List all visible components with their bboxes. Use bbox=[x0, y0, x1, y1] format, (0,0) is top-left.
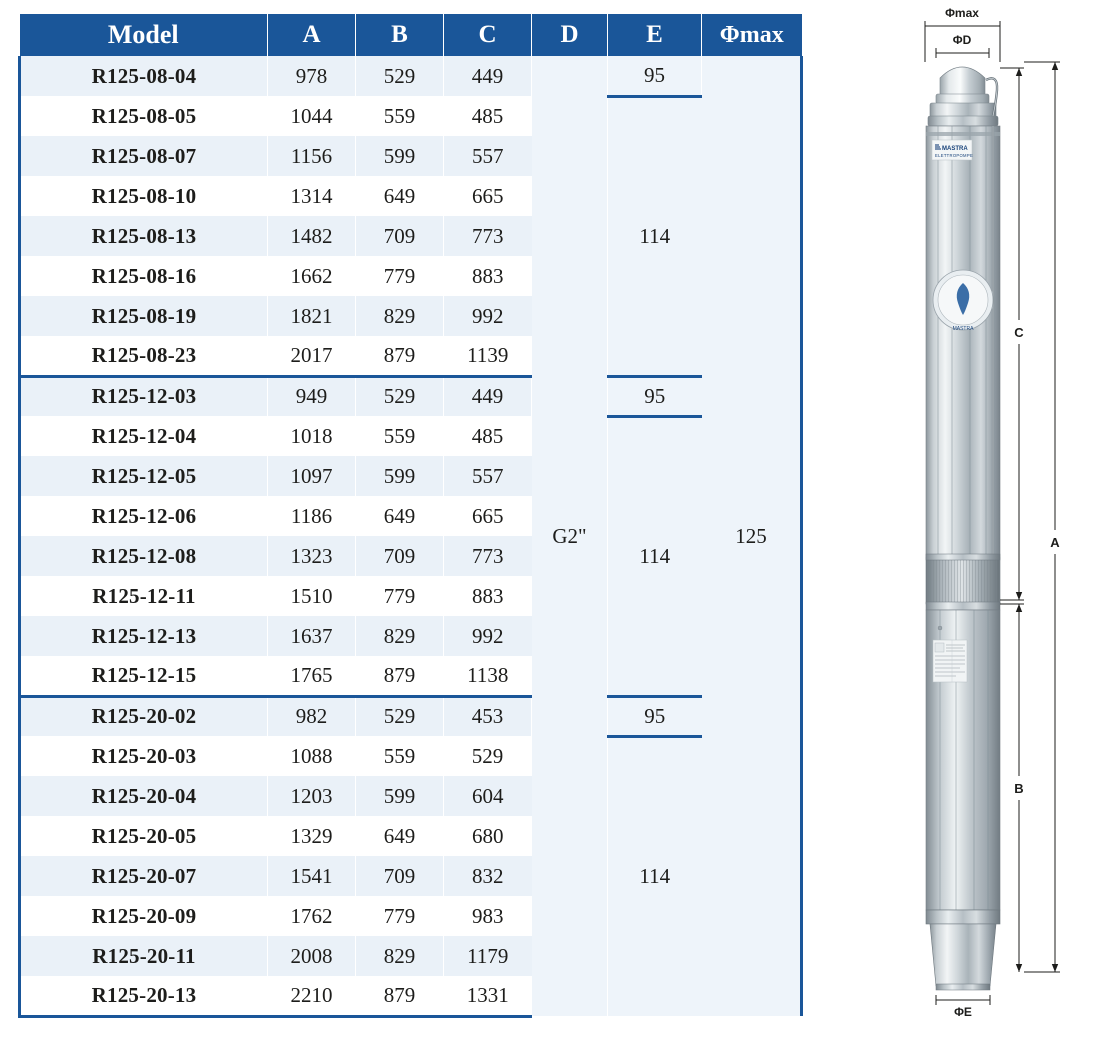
cell-e-merged: 114 bbox=[608, 736, 702, 1016]
motor-nameplate bbox=[933, 640, 967, 682]
cell-d-merged: G2" bbox=[532, 56, 608, 1016]
cell-model: R125-08-10 bbox=[20, 176, 268, 216]
cell-c: 604 bbox=[444, 776, 532, 816]
cell-model: R125-08-07 bbox=[20, 136, 268, 176]
cell-c: 773 bbox=[444, 216, 532, 256]
cell-model: R125-12-04 bbox=[20, 416, 268, 456]
dimensions-table-container bbox=[18, 14, 800, 1018]
cell-e-merged: 95 bbox=[608, 56, 702, 96]
cell-e-merged: 114 bbox=[608, 416, 702, 696]
column-header-a: A bbox=[268, 14, 356, 56]
cell-model: R125-20-11 bbox=[20, 936, 268, 976]
cell-model: R125-08-13 bbox=[20, 216, 268, 256]
cell-b: 829 bbox=[356, 296, 444, 336]
cell-model: R125-12-05 bbox=[20, 456, 268, 496]
cell-b: 559 bbox=[356, 96, 444, 136]
pump-suction-screen bbox=[926, 554, 1000, 610]
pump-discharge-head bbox=[928, 67, 998, 126]
cell-a: 2008 bbox=[268, 936, 356, 976]
cell-c: 1138 bbox=[444, 656, 532, 696]
cell-model: R125-12-03 bbox=[20, 376, 268, 416]
cell-a: 1156 bbox=[268, 136, 356, 176]
cell-model: R125-20-09 bbox=[20, 896, 268, 936]
cell-b: 829 bbox=[356, 936, 444, 976]
cell-b: 559 bbox=[356, 736, 444, 776]
pump-stage-casing bbox=[926, 126, 1000, 560]
brand-label bbox=[932, 140, 973, 160]
cell-b: 709 bbox=[356, 216, 444, 256]
cell-b: 599 bbox=[356, 456, 444, 496]
cell-a: 1186 bbox=[268, 496, 356, 536]
cell-a: 982 bbox=[268, 696, 356, 736]
table-row bbox=[20, 736, 802, 776]
cell-b: 599 bbox=[356, 776, 444, 816]
cell-b: 559 bbox=[356, 416, 444, 456]
cell-a: 1482 bbox=[268, 216, 356, 256]
cell-c: 983 bbox=[444, 896, 532, 936]
column-header-model: Model bbox=[20, 14, 268, 56]
dimension-b bbox=[1000, 604, 1028, 972]
dimension-phi-e-label: ΦE bbox=[954, 1005, 972, 1019]
cell-b: 879 bbox=[356, 976, 444, 1016]
cell-b: 779 bbox=[356, 256, 444, 296]
column-header-e: E bbox=[608, 14, 702, 56]
cell-c: 1331 bbox=[444, 976, 532, 1016]
dimension-a-label: A bbox=[1050, 535, 1060, 550]
cell-a: 1088 bbox=[268, 736, 356, 776]
cell-e-merged: 114 bbox=[608, 96, 702, 376]
column-header-phimax: Φmax bbox=[702, 14, 802, 56]
cell-model: R125-08-23 bbox=[20, 336, 268, 376]
dimension-c bbox=[1000, 68, 1028, 600]
column-header-b: B bbox=[356, 14, 444, 56]
cell-c: 832 bbox=[444, 856, 532, 896]
dimension-b-label: B bbox=[1014, 781, 1024, 796]
cell-a: 1044 bbox=[268, 96, 356, 136]
cell-phimax-merged: 125 bbox=[702, 56, 802, 1016]
cell-model: R125-20-02 bbox=[20, 696, 268, 736]
cell-b: 709 bbox=[356, 856, 444, 896]
table-row bbox=[20, 696, 802, 736]
cell-a: 1323 bbox=[268, 536, 356, 576]
cell-a: 978 bbox=[268, 56, 356, 96]
cell-a: 1762 bbox=[268, 896, 356, 936]
table-head bbox=[20, 14, 802, 56]
table-row bbox=[20, 416, 802, 456]
cell-c: 992 bbox=[444, 616, 532, 656]
cell-c: 992 bbox=[444, 296, 532, 336]
cell-b: 779 bbox=[356, 896, 444, 936]
cell-c: 453 bbox=[444, 696, 532, 736]
cell-c: 680 bbox=[444, 816, 532, 856]
table-row bbox=[20, 96, 802, 136]
cell-c: 883 bbox=[444, 256, 532, 296]
cell-c: 557 bbox=[444, 456, 532, 496]
cell-a: 1329 bbox=[268, 816, 356, 856]
cell-a: 2017 bbox=[268, 336, 356, 376]
cell-b: 879 bbox=[356, 336, 444, 376]
cell-c: 665 bbox=[444, 176, 532, 216]
cell-a: 1637 bbox=[268, 616, 356, 656]
cell-b: 779 bbox=[356, 576, 444, 616]
cell-b: 879 bbox=[356, 656, 444, 696]
cell-c: 449 bbox=[444, 56, 532, 96]
cell-model: R125-08-19 bbox=[20, 296, 268, 336]
cell-c: 1179 bbox=[444, 936, 532, 976]
cell-b: 649 bbox=[356, 816, 444, 856]
pump-technical-drawing bbox=[900, 0, 1100, 1047]
cell-a: 1662 bbox=[268, 256, 356, 296]
cell-c: 665 bbox=[444, 496, 532, 536]
cell-model: R125-12-15 bbox=[20, 656, 268, 696]
cell-b: 709 bbox=[356, 536, 444, 576]
cell-model: R125-20-07 bbox=[20, 856, 268, 896]
cell-b: 649 bbox=[356, 176, 444, 216]
cell-b: 649 bbox=[356, 496, 444, 536]
table-body bbox=[20, 56, 802, 1016]
column-header-d: D bbox=[532, 14, 608, 56]
cell-a: 1765 bbox=[268, 656, 356, 696]
dimensions-table bbox=[18, 14, 803, 1018]
cell-model: R125-12-11 bbox=[20, 576, 268, 616]
brand-name: MASTRA bbox=[942, 146, 968, 152]
table-row bbox=[20, 56, 802, 96]
cell-a: 2210 bbox=[268, 976, 356, 1016]
cell-b: 529 bbox=[356, 56, 444, 96]
cell-e-merged: 95 bbox=[608, 376, 702, 416]
cell-model: R125-12-08 bbox=[20, 536, 268, 576]
dimension-c-label: C bbox=[1014, 325, 1024, 340]
cell-a: 1097 bbox=[268, 456, 356, 496]
dimension-phimax-label: Φmax bbox=[945, 6, 979, 20]
cell-model: R125-20-13 bbox=[20, 976, 268, 1016]
cell-c: 557 bbox=[444, 136, 532, 176]
svg-text:MASTRA: MASTRA bbox=[952, 326, 974, 332]
cell-e-merged: 95 bbox=[608, 696, 702, 736]
cell-c: 883 bbox=[444, 576, 532, 616]
cell-b: 529 bbox=[356, 376, 444, 416]
cell-model: R125-12-13 bbox=[20, 616, 268, 656]
cell-b: 529 bbox=[356, 696, 444, 736]
pump-bottom-cap bbox=[926, 910, 1000, 990]
cell-c: 529 bbox=[444, 736, 532, 776]
cell-c: 485 bbox=[444, 96, 532, 136]
cell-a: 1314 bbox=[268, 176, 356, 216]
cell-model: R125-08-05 bbox=[20, 96, 268, 136]
cell-a: 1510 bbox=[268, 576, 356, 616]
cell-a: 1203 bbox=[268, 776, 356, 816]
table-header-row bbox=[20, 14, 802, 56]
column-header-c: C bbox=[444, 14, 532, 56]
dimension-phi-e bbox=[936, 995, 990, 1019]
dimension-a bbox=[1024, 62, 1064, 972]
cell-a: 949 bbox=[268, 376, 356, 416]
cell-c: 1139 bbox=[444, 336, 532, 376]
table-row bbox=[20, 376, 802, 416]
cell-c: 449 bbox=[444, 376, 532, 416]
cell-model: R125-20-05 bbox=[20, 816, 268, 856]
cell-a: 1018 bbox=[268, 416, 356, 456]
cell-model: R125-08-04 bbox=[20, 56, 268, 96]
cell-model: R125-12-06 bbox=[20, 496, 268, 536]
cell-c: 485 bbox=[444, 416, 532, 456]
cell-c: 773 bbox=[444, 536, 532, 576]
pump-motor-body bbox=[926, 610, 1000, 910]
cell-a: 1541 bbox=[268, 856, 356, 896]
cell-a: 1821 bbox=[268, 296, 356, 336]
dimension-phi-d-label: ΦD bbox=[952, 33, 972, 47]
cell-model: R125-08-16 bbox=[20, 256, 268, 296]
cell-b: 829 bbox=[356, 616, 444, 656]
brand-subtitle: ELETTROPOMPE bbox=[935, 153, 974, 158]
dimension-phi-d bbox=[936, 33, 989, 58]
cell-model: R125-20-04 bbox=[20, 776, 268, 816]
cell-model: R125-20-03 bbox=[20, 736, 268, 776]
cell-b: 599 bbox=[356, 136, 444, 176]
